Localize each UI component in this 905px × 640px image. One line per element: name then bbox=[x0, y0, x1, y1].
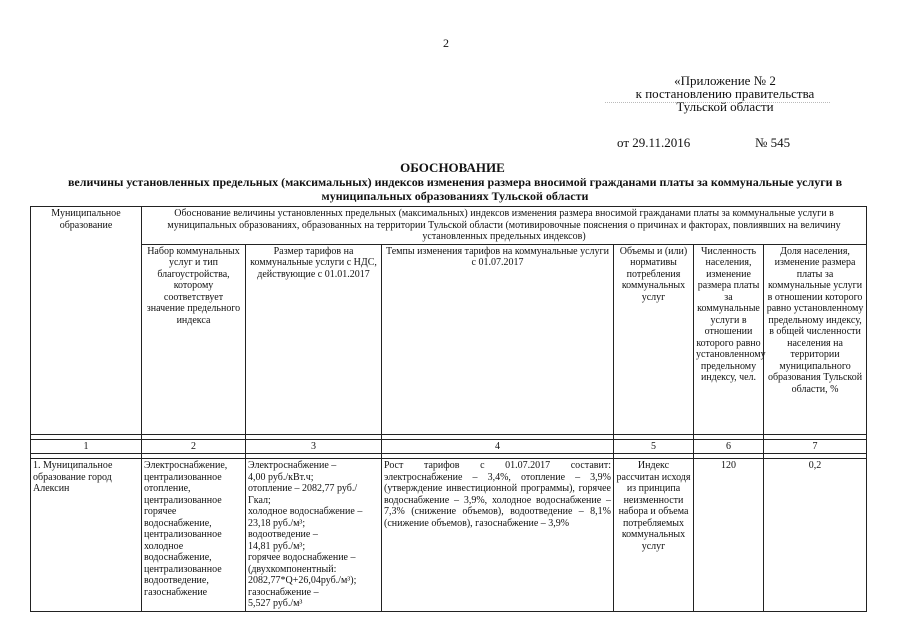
column-number: 6 bbox=[694, 439, 764, 454]
cell-services: Электроснабжение, централизованное отопление, централизованное горячее водоснабжение, централизованное холодное водоснабжение, централизованное водоотведение, газоснабжение bbox=[142, 459, 246, 612]
header-justification: Обоснование величины установленных предельных (максимальных) индексов изменения размера вносимой гражданами платы за коммунальные услуги в муниципальных образованиях, образованных на территории Тульской области (мотивировочные пояснения о причинах и факторах, повлиявших на величину установленных предельных индексов) bbox=[142, 207, 867, 245]
justification-table bbox=[30, 206, 867, 612]
appendix-line-2: к постановлению правительства bbox=[635, 86, 815, 101]
cell-municipality: 1. Муниципальное образование город Алексин bbox=[31, 459, 142, 612]
header-tariffs: Размер тарифов на коммунальные услуги с НДС, действующие с 01.01.2017 bbox=[246, 244, 382, 434]
cell-rates: Рост тарифов с 01.07.2017 составит: электроснабжение – 3,4%, отопление – 3,9% (утверждение инвестиционной программы), горячее водоснабжение – 3,9%, холодное водоснабжение – 7,3% (снижение объемов), водоотведение – 8,1% (снижение объемов), газоснабжение – 3,9% bbox=[382, 459, 614, 612]
header-rates: Темпы изменения тарифов на коммунальные услуги с 01.07.2017 bbox=[382, 244, 614, 434]
table-row bbox=[31, 459, 867, 612]
decree-number: № 545 bbox=[755, 135, 791, 150]
cell-tariffs: Электроснабжение – 4,00 руб./кВт.ч; отопление – 2082,77 руб./Гкал; холодное водоснабжение – 23,18 руб./м³; водоотведение – 14,81 руб./м³; горячее водоснабжение – (двухкомпонентный: 2082,77*Q+26,04руб./м³); газоснабжение – 5,527 руб./м³ bbox=[246, 459, 382, 612]
column-number-row bbox=[31, 439, 867, 454]
cell-population: 120 bbox=[694, 459, 764, 612]
header-row-sub bbox=[31, 244, 867, 434]
column-number: 3 bbox=[246, 439, 382, 454]
cell-share: 0,2 bbox=[764, 459, 867, 612]
page-number: 2 bbox=[443, 36, 449, 50]
header-population: Численность населения, изменение размера платы за коммунальные услуги в отношении которого равно установленному предельному индексу, чел. bbox=[694, 244, 764, 434]
column-number: 5 bbox=[614, 439, 694, 454]
column-number: 1 bbox=[31, 439, 142, 454]
cell-volumes: Индекс рассчитан исходя из принципа неизменности набора и объема потребляемых коммунальных услуг bbox=[614, 459, 694, 612]
column-number: 2 bbox=[142, 439, 246, 454]
decree-date: от 29.11.2016 bbox=[617, 135, 691, 150]
appendix-line-3: Тульской области bbox=[676, 99, 774, 114]
document-title: ОБОСНОВАНИЕ bbox=[400, 160, 505, 175]
column-number: 4 bbox=[382, 439, 614, 454]
appendix-line-1: «Приложение № 2 bbox=[674, 73, 776, 88]
appendix-block bbox=[620, 74, 830, 113]
header-row-top bbox=[31, 207, 867, 245]
header-share: Доля населения, изменение размера платы за коммунальные услуги в отношении которого равно установленному предельному индексу, в общей численности населения на территории муниципального образования Тульской области, % bbox=[764, 244, 867, 434]
header-volumes: Объемы и (или) нормативы потребления коммунальных услуг bbox=[614, 244, 694, 434]
document-subtitle: величины установленных предельных (максимальных) индексов изменения размера вносимой гражданами платы за коммунальные услуги в муниципальных образованиях Тульской области bbox=[67, 175, 843, 203]
header-services: Набор коммунальных услуг и тип благоустройства, которому соответствует значение предельного индекса bbox=[142, 244, 246, 434]
column-number: 7 bbox=[764, 439, 867, 454]
header-municipal: Муниципальное образование bbox=[31, 207, 142, 435]
